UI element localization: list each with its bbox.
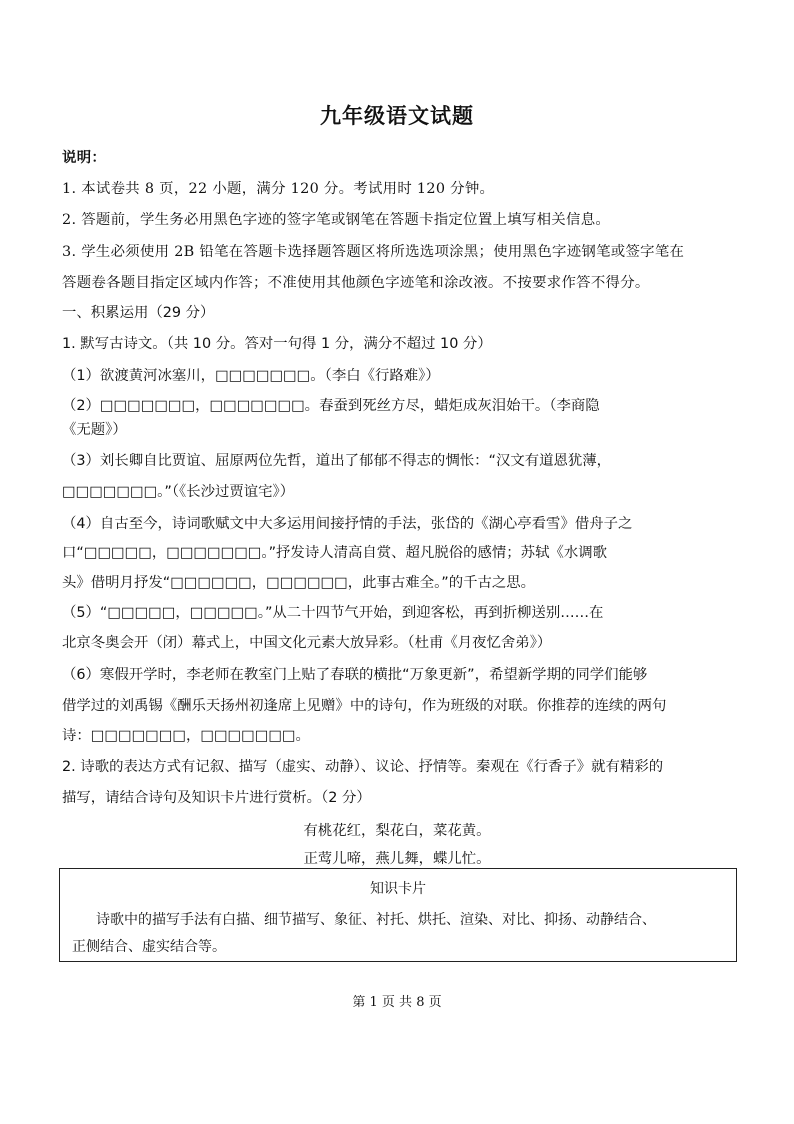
page-title: 九年级语文试题	[320, 103, 474, 128]
question-2-cont: 描写，请结合诗句及知识卡片进行赏析。（2 分）	[62, 790, 371, 806]
question-1-4-cont2: 头》借明月抒发“□□□□□□，□□□□□□，此事古难全。”的千古之思。	[62, 575, 536, 591]
knowledge-card-line-1: 诗歌中的描写手法有白描、细节描写、象征、衬托、烘托、渲染、对比、抑扬、动静结合、	[96, 912, 656, 928]
page-footer: 第 1 页 共 8 页	[352, 995, 442, 1010]
note-item-3-cont: 答题卷各题目指定区域内作答；不准使用其他颜色字迹笔和涂改液。不按要求作答不得分。	[62, 275, 650, 291]
question-1-5: （5）“□□□□□，□□□□□。”从二十四节气开始，到迎客松，再到折柳送别……在	[62, 605, 604, 621]
question-1-4: （4）自古至今，诗词歌赋文中大多运用间接抒情的手法，张岱的《湖心亭看雪》借舟子之	[62, 516, 633, 532]
section-heading: 一、积累运用（29 分）	[62, 305, 215, 321]
question-1-3-cont: □□□□□□□。”（《长沙过贾谊宅》）	[62, 484, 295, 500]
question-2: 2. 诗歌的表达方式有记叙、描写（虚实、动静）、议论、抒情等。秦观在《行香子》就有精彩的	[62, 759, 664, 775]
notes-heading: 说明：	[62, 149, 107, 166]
note-item-3: 3. 学生必须使用 2B 铅笔在答题卡选择题答题区将所选选项涂黑；使用黑色字迹钢笔或签字笔在	[62, 244, 685, 260]
question-1-6: （6）寒假开学时，李老师在教室门上贴了春联的横批“万象更新”，希望新学期的同学们能够	[62, 667, 648, 683]
question-1-2-cont: 《无题》）	[62, 422, 127, 438]
question-1-1: （1）欲渡黄河冰塞川，□□□□□□□。（李白《行路难》）	[62, 368, 440, 384]
question-1-5-cont: 北京冬奥会开（闭）幕式上，中国文化元素大放异彩。（杜甫《月夜忆舍弟》）	[62, 635, 552, 651]
question-1-6-cont: 借学过的刘禹锡《酬乐天扬州初逢席上见赠》中的诗句，作为班级的对联。你推荐的连续的两句	[62, 698, 667, 714]
note-item-2: 2. 答题前，学生务必用黑色字迹的签字笔或钢笔在答题卡指定位置上填写相关信息。	[62, 212, 611, 228]
knowledge-card	[59, 868, 737, 962]
question-1-6-cont2: 诗：□□□□□□□，□□□□□□□。	[62, 728, 310, 744]
question-1: 1. 默写古诗文。（共 10 分。答对一句得 1 分，满分不超过 10 分）	[62, 336, 492, 352]
question-1-2: （2）□□□□□□□，□□□□□□□。春蚕到死丝方尽，蜡炬成灰泪始干。（李商隐	[62, 398, 600, 414]
knowledge-card-line-2: 正侧结合、虚实结合等。	[72, 939, 226, 955]
knowledge-card-title: 知识卡片	[370, 881, 426, 897]
question-1-4-cont: 口“□□□□□，□□□□□□□。”抒发诗人清高自赏、超凡脱俗的感情；苏轼《水调歌	[62, 545, 608, 561]
poem-line-1: 有桃花红，梨花白，菜花黄。	[303, 823, 491, 839]
question-1-3: （3）刘长卿自比贾谊、屈原两位先哲，道出了郁郁不得志的惆怅：“汉文有道恩犹薄，	[62, 453, 612, 469]
note-item-1: 1. 本试卷共 8 页，22 小题，满分 120 分。考试用时 120 分钟。	[62, 181, 495, 197]
poem-line-2: 正莺儿啼，燕儿舞，蝶儿忙。	[303, 851, 491, 867]
